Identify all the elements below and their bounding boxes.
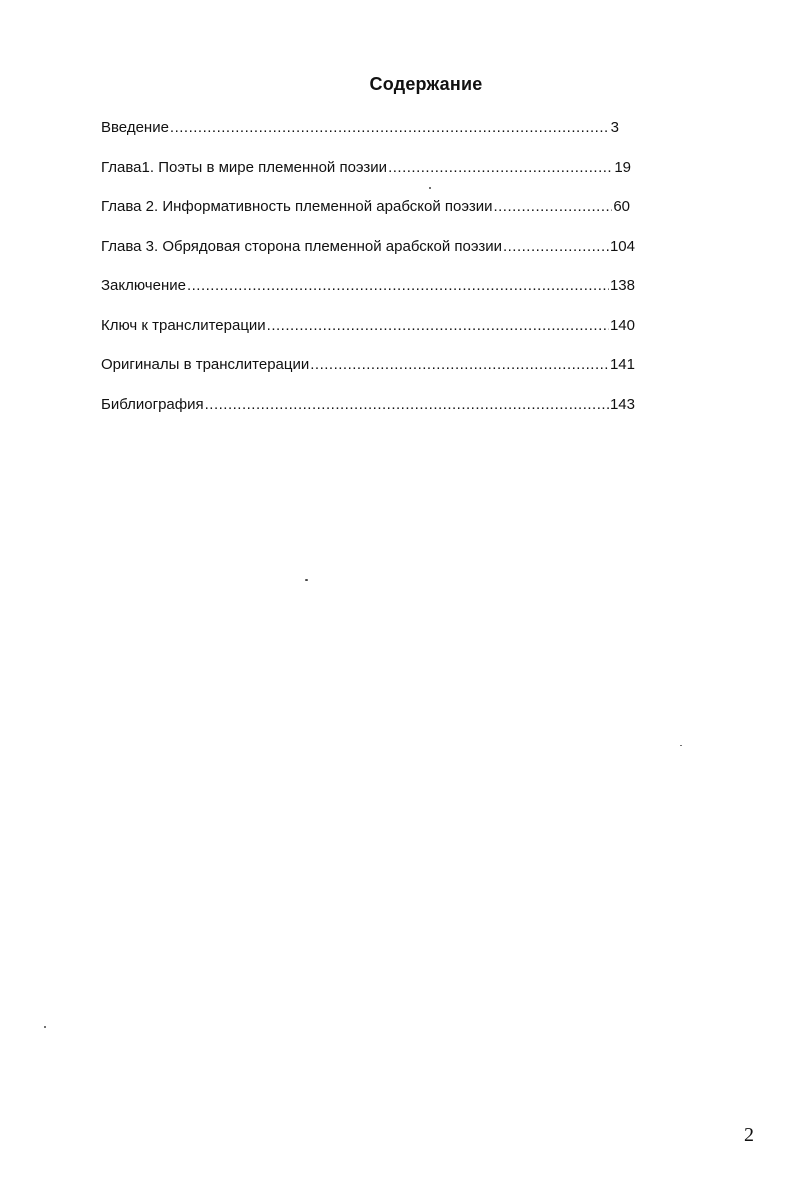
toc-entry-label: Глава 2. Информативность племенной арабской поэзии [101, 198, 493, 215]
page-number: 2 [744, 1124, 754, 1146]
toc-entry-page: 140 [609, 316, 635, 334]
toc-entry-chapter-2 [101, 198, 630, 238]
toc-entry-label: Заключение [101, 277, 186, 294]
dot-leader [205, 396, 609, 413]
toc-entry-originals [101, 356, 635, 396]
toc-entry-page: 19 [614, 158, 631, 176]
table-of-contents [101, 119, 641, 435]
dot-leader [503, 238, 609, 255]
dot-leader [388, 159, 613, 176]
toc-entry-introduction [101, 119, 619, 159]
toc-entry-chapter-1 [101, 159, 631, 199]
toc-entry-chapter-3 [101, 238, 635, 278]
toc-entry-label: Библиография [101, 395, 204, 413]
toc-entry-label: Ключ к транслитерации [101, 316, 266, 334]
toc-entry-bibliography [101, 396, 635, 436]
toc-entry-label: Введение [101, 119, 169, 136]
scan-speck [305, 579, 308, 581]
toc-entry-page: 143 [609, 395, 635, 413]
dot-leader [267, 317, 609, 334]
toc-entry-page: 138 [609, 277, 635, 294]
dot-leader [187, 277, 609, 294]
toc-entry-label: Глава1. Поэты в мире племенной поэзии [101, 158, 388, 176]
dot-leader [170, 119, 610, 136]
toc-entry-page: 141 [609, 356, 635, 373]
toc-entry-page: 3 [610, 119, 619, 136]
scan-speck [680, 745, 682, 746]
dot-leader [310, 356, 609, 373]
toc-entry-label: Оригиналы в транслитерации [101, 356, 310, 373]
scan-speck [429, 187, 431, 189]
page-title: Содержание [369, 74, 483, 94]
scan-speck [44, 1026, 46, 1028]
toc-entry-conclusion [101, 277, 635, 317]
toc-entry-page: 60 [613, 198, 630, 215]
toc-entry-transliteration-key [101, 317, 635, 357]
toc-entry-label: Глава 3. Обрядовая сторона племенной арабской поэзии [101, 237, 502, 255]
dot-leader [493, 198, 612, 215]
toc-entry-page: 104 [609, 237, 635, 255]
